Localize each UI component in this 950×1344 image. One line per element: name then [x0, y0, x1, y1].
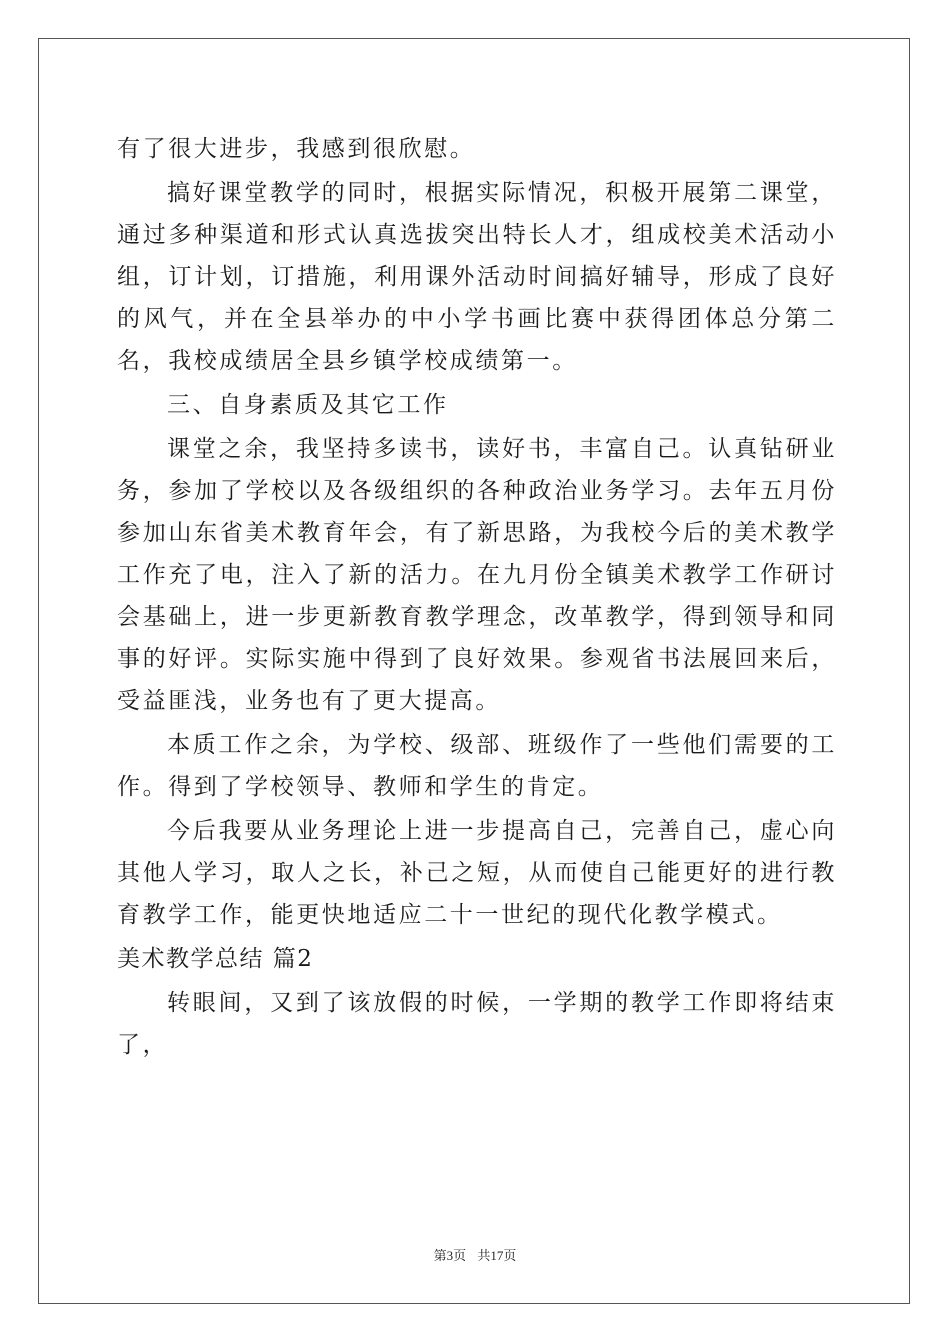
paragraph: 课堂之余，我坚持多读书，读好书，丰富自己。认真钻研业务，参加了学校以及各级组织的各种政治业务学习。去年五月份参加山东省美术教育年会，有了新思路，为我校今后的美术教学工作充了电，注入了新的活力。在九月份全镇美术教学工作研讨会基础上，进一步更新教育教学理念，改革教学，得到领导和同事的好评。实际实施中得到了良好效果。参观省书法展回来后，受益匪浅，业务也有了更大提高。 [117, 436, 837, 714]
section-heading: 三、自身素质及其它工作 [167, 392, 449, 418]
paragraph: 今后我要从业务理论上进一步提高自己，完善自己，虚心向其他人学习，取人之长，补己之短，从而使自己能更好的进行教育教学工作，能更快地适应二十一世纪的现代化教学模式。 [117, 818, 837, 928]
paragraph: 转眼间，又到了该放假的时候，一学期的教学工作即将结束了， [117, 990, 837, 1058]
paragraph: 有了很大进步，我感到很欣慰。 [117, 136, 476, 162]
page-total: 共17页 [477, 1248, 517, 1263]
paragraph: 本质工作之余，为学校、级部、班级作了一些他们需要的工作。得到了学校领导、教师和学生的肯定。 [117, 732, 837, 800]
page-footer [0, 1245, 950, 1264]
paragraph: 搞好课堂教学的同时，根据实际情况，积极开展第二课堂，通过多种渠道和形式认真选拔突出特长人才，组成校美术活动小组，订计划，订措施，利用课外活动时间搞好辅导，形成了良好的风气，并在全县举办的中小学书画比赛中获得团体总分第二名，我校成绩居全县乡镇学校成绩第一。 [117, 180, 837, 374]
article-title: 美术教学总结 篇2 [117, 946, 314, 972]
document-body [117, 128, 837, 1068]
page-number: 第3页 [433, 1248, 467, 1263]
